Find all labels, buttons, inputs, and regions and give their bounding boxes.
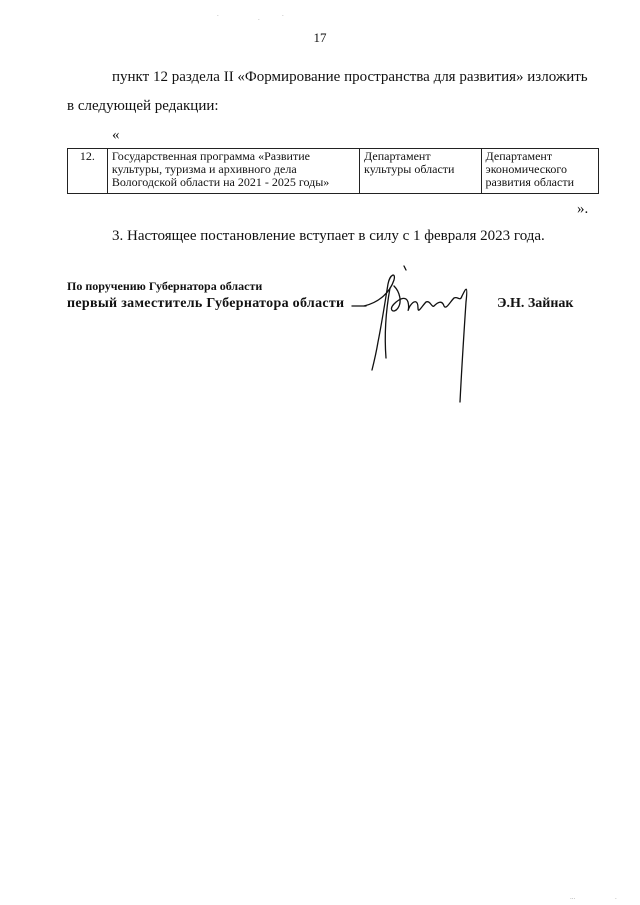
signature-line-1: По поручению Губернатора области bbox=[67, 279, 263, 293]
cell-number: 12. bbox=[68, 149, 108, 194]
scan-mark: . bbox=[258, 14, 260, 22]
scan-mark: . bbox=[615, 893, 617, 901]
cell-responsible: Департамент культуры области bbox=[360, 149, 482, 194]
paragraph-3: 3. Настоящее постановление вступает в силу с 1 февраля 2023 года. bbox=[112, 228, 545, 244]
quote-close: ». bbox=[577, 201, 589, 217]
scan-mark: ... bbox=[570, 893, 576, 901]
scan-mark: . bbox=[282, 10, 284, 18]
signatory-name: Э.Н. Зайнак bbox=[497, 296, 574, 311]
paragraph-1: пункт 12 раздела II «Формирование пространства для развития» изложить bbox=[112, 69, 588, 85]
scan-mark: . bbox=[217, 10, 219, 18]
program-table bbox=[67, 148, 599, 194]
paragraph-2: в следующей редакции: bbox=[67, 98, 219, 114]
page-number: 17 bbox=[313, 30, 327, 45]
quote-open: « bbox=[112, 127, 120, 143]
signature-line-2: первый заместитель Губернатора области bbox=[67, 296, 345, 311]
handwritten-signature bbox=[350, 262, 480, 412]
table-row bbox=[68, 149, 599, 194]
cell-program-name: Государственная программа «Развитие культуры, туризма и архивного дела Вологодской области на 2021 - 2025 годы» bbox=[107, 149, 359, 194]
cell-coexecutor: Департамент экономического развития области bbox=[481, 149, 598, 194]
